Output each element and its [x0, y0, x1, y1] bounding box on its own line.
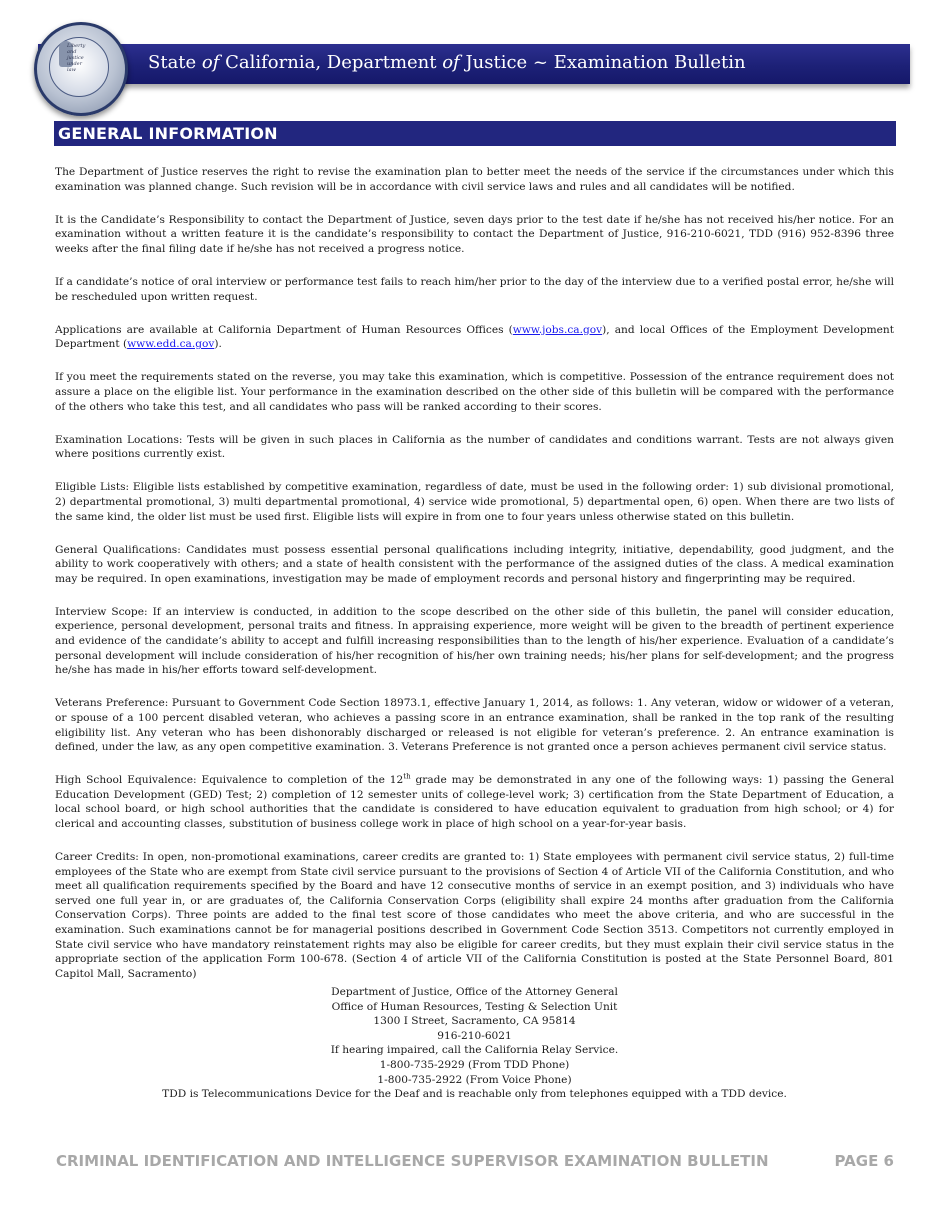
seal-motto: Liberty and justice under law — [67, 43, 86, 73]
contact-line: Department of Justice, Office of the Attorney General — [331, 986, 618, 998]
contact-line: 1300 I Street, Sacramento, CA 95814 — [373, 1015, 576, 1028]
general-information-body — [55, 165, 894, 1000]
paragraph-veterans-preference: Veterans Preference: Pursuant to Government Code Section 18973.1, effective January 1, 2014, as follows: 1. Any veteran, widow or widower of a veteran, or spouse of a 100 percent disabled veteran, who achieves a passing score in an entrance examination, shall be ranked in the top rank of the resulting eligibility list. Any veteran who has been dishonorably discharged or released is not eligible for veteran’s preference. 2. An entrance examination is defined, under the law, as any open competitive examination. 3. Veterans Preference is not granted once a person achieves permanent civil service status. — [55, 697, 894, 754]
header-title — [148, 52, 746, 73]
header-title-part: State — [148, 52, 202, 73]
paragraph-interview-scope: Interview Scope: If an interview is conducted, in addition to the scope described on the other side of this bulletin, the panel will consider education, experience, personal development, personal traits and fitness. In appraising experience, more weight will be given to the breadth of pertinent experience and evidence of the candidate’s ability to accept and fulfill increasing responsibilities than to the length of his/her experience. Evaluation of a candidate’s personal development will include consideration of his/her recognition of his/her own training needs; his/her plans for self-development; and the progress he/she has made in his/her efforts toward self-development. — [55, 605, 894, 677]
paragraph-high-school-equivalence — [55, 773, 894, 831]
paragraph-general-qualifications: General Qualifications: Candidates must possess essential personal qualifications including integrity, initiative, dependability, good judgment, and the ability to work cooperatively with others; and a state of health consistent with the performance of the assigned duties of the class. A medical examination may be required. In open examinations, investigation may be made of employment records and personal history and fingerprinting may be required. — [55, 543, 894, 585]
paragraph-eligible-lists: Eligible Lists: Eligible lists established by competitive examination, regardless of date, must be used in the following order: 1) sub divisional promotional, 2) departmental promotional, 3) multi departmental promotional, 4) service wide promotional, 5) departmental open, 6) open. When there are two lists of the same kind, the older list must be used first. Eligible lists will expire in from one to four years unless otherwise stated on this bulletin. — [55, 481, 894, 523]
header-banner — [38, 44, 910, 84]
jobs-ca-gov-link[interactable]: www.jobs.ca.gov — [512, 323, 603, 336]
paragraph-plan-revision: The Department of Justice reserves the right to revise the examination plan to better meet the needs of the service if the circumstances under which this examination was planned change. Such revision will be in accordance with civil service laws and rules and all candidates will be notified. — [55, 166, 894, 193]
contact-block — [55, 985, 894, 1102]
section-title: GENERAL INFORMATION — [58, 124, 278, 143]
paragraph-candidate-responsibility: It is the Candidate’s Responsibility to contact the Department of Justice, seven days prior to the test date if he/she has not received his/her notice. For an examination without a written feature it is the candidate’s responsibility to contact the Department of Justice, 916-210-6021, TDD (916) 952-8396 three weeks after the final filing date if he/she has not received a progress notice. — [55, 213, 894, 255]
applications-text: ), and local Offices of the Employment Development Department ( — [55, 323, 895, 351]
equivalence-text: grade may be demonstrated in any one of the following ways: 1) passing the General Education Development (GED) Test; 2) completion of 12 semester units of college-level work; 3) certification from the State Department of Education, a local school board, or high school authorities that the candidate is considered to have education equivalent to graduation from high school; or 4) for clerical and accounting classes, substitution of business college work in place of high school on a year-for-year basis. — [55, 774, 894, 830]
header-title-part: California, Department — [219, 52, 443, 73]
attorney-general-seal-icon — [34, 22, 128, 116]
contact-line: If hearing impaired, call the California Relay Service. — [330, 1044, 619, 1057]
header-title-italic: of — [442, 52, 460, 73]
header-title-italic: of — [201, 52, 220, 73]
paragraph-career-credits: Career Credits: In open, non-promotional examinations, career credits are granted to: 1) State employees with permanent civil service status, 2) full-time employees of the State who are exempt from State civil service pursuant to the provisions of Section 4 of Article VII of the California Constitution, and who meet all qualification requirements specified by the Board and have 12 consecutive months of service in an exempt position, and 3) individuals who have served one full year in, or are graduates of, the California Conservation Corps (eligibility shall expire 24 months after graduation from the California Conservation Corps). Three points are added to the final test score of those candidates who meet the above criteria, and who are successful in the examination. Such examinations cannot be for managerial positions described in Government Code Section 3513. Competitors not currently employed in State civil service who have mandatory reinstatement rights may also be eligible for career credits, but they must explain their civil service status in the appropriate section of the application Form 100-678. (Section 4 of article VII of the California Constitution is posted at the State Personnel Board, 801 Capitol Mall, Sacramento) — [55, 851, 894, 980]
section-header — [54, 121, 896, 146]
paragraph-competitive: If you meet the requirements stated on the reverse, you may take this examination, which is competitive. Possession of the entrance requirement does not assure a place on the eligible list. Your performance in the examination described on the other side of this bulletin will be compared with the performance of the others who take this test, and all candidates who pass will be ranked according to their scores. — [55, 371, 894, 413]
edd-ca-gov-link[interactable]: www.edd.ca.gov — [127, 338, 215, 351]
paragraph-notice-failure: If a candidate’s notice of oral interview or performance test fails to reach him/her prior to the day of the interview due to a verified postal error, he/she will be rescheduled upon written request. — [55, 275, 894, 303]
equivalence-text: High School Equivalence: Equivalence to completion of the 12 — [55, 774, 404, 787]
applications-text: Applications are available at California Department of Human Resources Offices ( — [55, 323, 513, 336]
applications-text: ). — [214, 338, 222, 351]
paragraph-exam-locations: Examination Locations: Tests will be given in such places in California as the number of candidates and conditions warrant. Tests are not always given where positions currently exist. — [55, 433, 894, 461]
header-title-part: Justice ~ Examination Bulletin — [459, 52, 746, 73]
contact-line: 1-800-735-2929 (From TDD Phone) — [379, 1058, 570, 1071]
paragraph-applications — [55, 323, 894, 352]
contact-line: Office of Human Resources, Testing & Selection Unit — [331, 1000, 618, 1013]
ordinal-suffix: th — [403, 772, 411, 781]
contact-line: 916-210-6021 — [437, 1029, 512, 1042]
footer-bulletin-title: CRIMINAL IDENTIFICATION AND INTELLIGENCE SUPERVISOR EXAMINATION BULLETIN — [56, 1152, 769, 1170]
footer-page-number: PAGE 6 — [834, 1152, 894, 1170]
contact-line: 1-800-735-2922 (From Voice Phone) — [377, 1073, 572, 1086]
contact-line: TDD is Telecommunications Device for the Deaf and is reachable only from telephones equipped with a TDD device. — [162, 1088, 787, 1101]
